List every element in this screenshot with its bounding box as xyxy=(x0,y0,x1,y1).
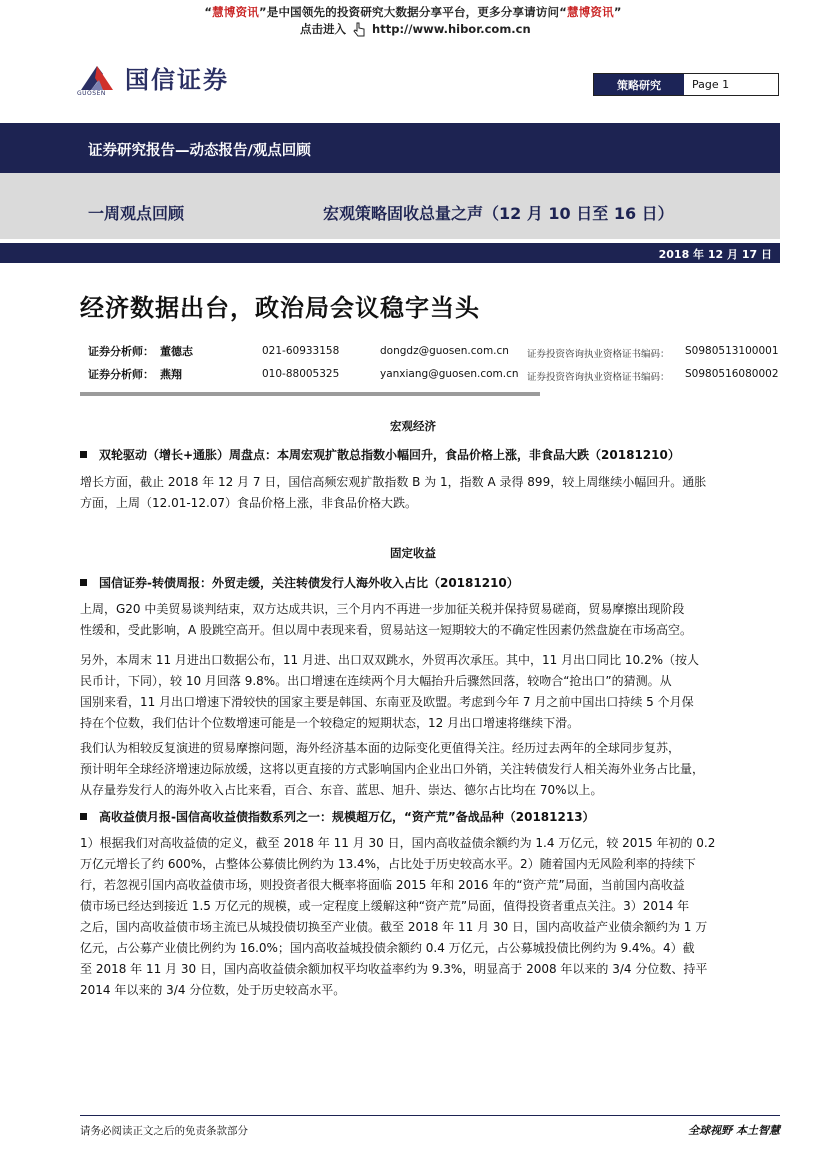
analyst-label: 证券分析师： xyxy=(88,368,154,381)
paragraph-line: 民币计，下同），较 10 月回落 9.8%。出口增速在连续两个月大幅抬升后骤然回落，较吻合“抢出口”的猜测。从 xyxy=(80,674,672,688)
bullet-square-icon xyxy=(80,813,87,820)
paragraph xyxy=(80,738,780,801)
report-subtitle: 宏观策略固收总量之声（12 月 10 日至 16 日） xyxy=(323,204,674,223)
paragraph-line: 之后，国内高收益债市场主流已从城投债切换至产业债。截至 2018 年 11 月 30 日，国内高收益产业债余额约为 1 万 xyxy=(80,920,708,934)
analyst-label: 证券分析师： xyxy=(88,345,154,358)
analyst-name: 燕翔 xyxy=(160,368,182,381)
paragraph-line: 上周，G20 中美贸易谈判结束，双方达成共识，三个月内不再进一步加征关税并保持贸易磋商，贸易摩擦出现阶段 xyxy=(80,602,685,616)
paragraph-line: 1）根据我们对高收益债的定义，截至 2018 年 11 月 30 日，国内高收益债余额约为 1.4 万亿元，较 2015 年初的 0.2 xyxy=(80,836,716,850)
column-name: 一周观点回顾 xyxy=(88,204,185,223)
paragraph xyxy=(80,833,780,1001)
footer-disclaimer: 请务必阅读正文之后的免责条款部分 xyxy=(80,1125,248,1137)
report-type: 证券研究报告—动态报告/观点回顾 xyxy=(88,143,311,159)
promo-quote-close: ” xyxy=(613,5,622,19)
promo-brand-2: 慧博资讯 xyxy=(567,5,614,19)
analyst-email[interactable]: yanxiang@guosen.com.cn xyxy=(380,368,519,380)
promo-quote-open: “ xyxy=(204,5,213,19)
footer-slogan: 全球视野 本土智慧 xyxy=(688,1124,780,1137)
footer-divider xyxy=(80,1115,780,1116)
paragraph-line: 行，若忽视引国内高收益债市场，则投资者很大概率将面临 2015 年和 2016 年的“资产荒”局面，当前国内高收益 xyxy=(80,878,685,892)
paragraph-line: 万亿元增长了约 600%，占整体公募债比例约为 13.4%，占比处于历史较高水平。2）随着国内无风险利率的持续下 xyxy=(80,857,696,871)
paragraph-line: 从存量券发行人的海外收入占比来看，百合、东音、蓝思、旭升、崇达、德尔占比均在 70%以上。 xyxy=(80,783,603,797)
paragraph xyxy=(80,650,780,734)
analyst-cert: S0980513100001 xyxy=(685,345,779,357)
bullet-heading xyxy=(80,808,595,825)
paragraph xyxy=(80,472,780,514)
promo-link-line[interactable] xyxy=(300,21,531,38)
page-title: 经济数据出台，政治局会议稳字当头 xyxy=(80,294,480,322)
promo-link-label: 点击进入 xyxy=(300,22,346,36)
company-logo-sub: GUOSEN xyxy=(77,90,106,97)
bullet-heading xyxy=(80,446,680,463)
analyst-name: 董德志 xyxy=(160,345,193,358)
paragraph-line: 另外，本周末 11 月进出口数据公布，11 月进、出口双双跳水，外贸再次承压。其中，11 月出口同比 10.2%（按人 xyxy=(80,653,700,667)
paragraph-line: 2014 年以来的 3/4 分位数，处于历史较高水平。 xyxy=(80,983,346,997)
analyst-cert-label: 证券投资咨询执业资格证书编码： xyxy=(527,349,670,360)
bullet-square-icon xyxy=(80,579,87,586)
company-logo-name: 国信证券 xyxy=(125,66,229,94)
analyst-phone: 010-88005325 xyxy=(262,368,340,380)
promo-url[interactable]: http://www.hibor.com.cn xyxy=(372,22,531,36)
analyst-row xyxy=(88,343,193,359)
divider-bar xyxy=(80,392,540,396)
section-heading-macro: 宏观经济 xyxy=(390,419,436,433)
paragraph-line: 性缓和，受此影响，A 股跳空高开。但以周中表现来看，贸易站这一短期较大的不确定性因素仍然盘旋在市场高空。 xyxy=(80,623,693,637)
paragraph-line: 债市场已经达到接近 1.5 万亿元的规模，或一定程度上缓解这种“资产荒”局面，值得投资者重点关注。3）2014 年 xyxy=(80,899,690,913)
paragraph-line: 方面，上周（12.01-12.07）食品价格上涨，非食品价格大跌。 xyxy=(80,496,418,510)
bullet-heading-text: 高收益债月报-国信高收益债指数系列之一：规模超万亿，“资产荒”备战品种（20181213） xyxy=(99,810,595,824)
analyst-cert: S0980516080002 xyxy=(685,368,779,380)
bullet-heading xyxy=(80,574,519,591)
analyst-phone: 021-60933158 xyxy=(262,345,340,357)
paragraph-line: 我们认为相较反复演进的贸易摩擦问题，海外经济基本面的边际变化更值得关注。经历过去两年的全球同步复苏， xyxy=(80,741,681,755)
guosen-logo-icon xyxy=(77,60,117,94)
hand-pointer-icon xyxy=(352,22,366,38)
paragraph-line: 至 2018 年 11 月 30 日，国内高收益债余额加权平均收益率约为 9.3%，明显高于 2008 年以来的 3/4 分位数、持平 xyxy=(80,962,708,976)
bullet-heading-text: 国信证券-转债周报：外贸走缓，关注转债发行人海外收入占比（20181210） xyxy=(99,576,519,590)
category-tag: 策略研究 xyxy=(594,74,684,95)
paragraph-line: 持在个位数，我们估计个位数增速可能是一个较稳定的短期状态，12 月出口增速将继续下滑。 xyxy=(80,716,580,730)
page-number: Page 1 xyxy=(692,78,730,91)
promo-line xyxy=(0,4,826,20)
paragraph-line: 国别来看，11 月出口增速下滑较快的国家主要是韩国、东南亚及欧盟。考虑到今年 7 月之前中国出口持续 5 个月保 xyxy=(80,695,694,709)
paragraph-line: 预计明年全球经济增速边际放缓，这将以更直接的方式影响国内企业出口外销，关注转债发行人相关海外业务占比量， xyxy=(80,762,705,776)
analyst-cert-label: 证券投资咨询执业资格证书编码： xyxy=(527,372,670,383)
promo-text: ”是中国领先的投资研究大数据分享平台，更多分享请访问“ xyxy=(258,5,567,19)
paragraph-line: 增长方面，截止 2018 年 12 月 7 日，国信高频宏观扩散指数 B 为 1，指数 A 录得 899，较上周继续小幅回升。通胀 xyxy=(80,475,707,489)
bullet-square-icon xyxy=(80,451,87,458)
bullet-heading-text: 双轮驱动（增长+通胀）周盘点：本周宏观扩散总指数小幅回升，食品价格上涨，非食品大跌（20181210） xyxy=(99,448,680,462)
paragraph xyxy=(80,599,780,641)
report-date: 2018 年 12 月 17 日 xyxy=(658,248,772,261)
category-tag-box xyxy=(593,73,779,96)
analyst-email[interactable]: dongdz@guosen.com.cn xyxy=(380,345,509,357)
section-heading-fixed: 固定收益 xyxy=(390,546,436,560)
paragraph-line: 亿元，占公募产业债比例约为 16.0%；国内高收益城投债余额约 0.4 万亿元，占公募城投债比例约为 9.4%。4）截 xyxy=(80,941,695,955)
promo-brand: 慧博资讯 xyxy=(212,5,259,19)
analyst-row xyxy=(88,366,182,382)
